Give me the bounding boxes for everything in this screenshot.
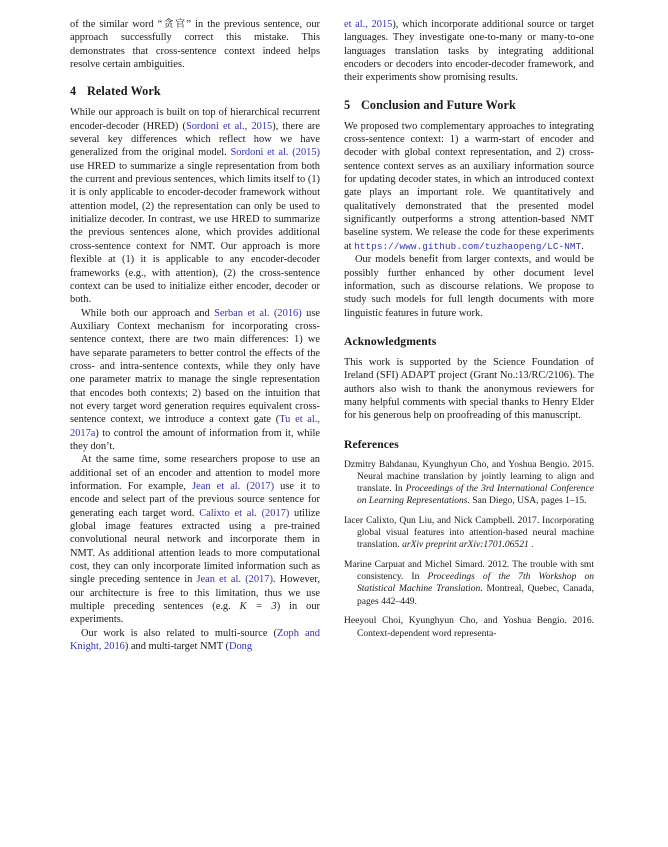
paragraph-acknowledgments: This work is supported by the Science Foundation of Ireland (SFI) ADAPT project (Grant No.:13/RC/2106). The authors also wish to thank the anonymous reviewers for many helpful comments with special thanks to Henry Elder for his generous help on proofreading of this manuscript. (344, 356, 594, 422)
reference-venue: Proceedings of the 7th Workshop on Statistical Machine Translation (357, 571, 594, 595)
paragraph-continued-top-right (344, 18, 594, 85)
text-run: Our work is also related to multi-source ( (81, 627, 277, 639)
two-column-layout (70, 18, 612, 837)
citation-link[interactable]: Jean et al. (2017) (192, 481, 275, 492)
text-run: While our approach is built on top of hierarchical recurrent encoder-decoder (HRED) ( (70, 107, 320, 132)
code-repository-url[interactable]: https://www.github.com/tuzhaopeng/LC-NMT (354, 240, 582, 252)
reference-venue: arXiv preprint arXiv:1701.06521 (402, 539, 529, 551)
paragraph-related-work-3 (70, 453, 320, 626)
text-run: of the similar word “ (70, 19, 163, 30)
paragraph-related-work-1 (70, 106, 320, 306)
text-run: use Auxiliary Context mechanism for incorporating cross-sentence context, there are two main differences: 1) we have separate parameters to better control the effects of the cross- and intra-sentence contexts, while they only have one parameter matrix to manage the single representation that encodes both contexts; 2) based on the intuition that not every target word generation requires equivalent cross-sentence context, we introduce a context gate ( (70, 307, 321, 426)
section-title: Related Work (87, 84, 161, 99)
text-run: use it to encode and select part of the previous source sentence for generating each target word. (70, 481, 320, 519)
reference-text: Dzmitry Bahdanau, Kyunghyun Cho, and Yoshua Bengio. 2015. Neural machine translation by jointly learning to align and translate. In (344, 458, 594, 494)
citation-link[interactable]: Jean et al. (2017) (196, 574, 273, 586)
text-run: We proposed two complementary approaches to integrating cross-sentence context: 1) a warm-start of encoder and decoder with global context representation, and 2) cross-sentence context serves as an auxiliary information source for updating decoder states, in which an introduced context gate plays an important role. We quantitatively and qualitatively demonstrated that the presented model significantly outperforms a strong attention-based NMT baseline system. We release the code for these experiments at (344, 120, 594, 252)
text-run: ), there are several key differences which reflect how we have generalized from the original model. (70, 120, 320, 159)
citation-link[interactable]: Zoph and Knight, 2016 (70, 627, 320, 653)
paragraph-related-work-4 (70, 627, 320, 654)
math-expression: K = 3 (239, 601, 277, 613)
citation-link[interactable]: et al., 2015 (344, 19, 393, 30)
chinese-term: 贪官 (162, 19, 187, 30)
reference-entry (344, 459, 594, 508)
paragraph-conclusion-1 (344, 120, 594, 253)
section-number: 5 (344, 97, 351, 112)
text-run: . (581, 240, 584, 252)
left-column (70, 18, 320, 837)
text-run: ) to control the amount of information from it, while they don’t. (70, 427, 320, 452)
reference-entry (344, 515, 594, 552)
citation-link[interactable]: Tu et al., 2017a (70, 414, 320, 439)
citation-link[interactable]: Calixto et al. (2017) (199, 507, 290, 519)
text-run: . However, our architecture is free to this limitation, thus we use multiple preceding sentences (e.g. (70, 574, 320, 613)
text-run: use HRED to summarize a single representation from both the current and previous sentences, which limits itself to (1) it is only applicable to encoder-decoder framework without attention model, (2) the representation can only be used to initialize decoder. In contrast, we use HRED to summarize the previous sentences alone, which provides additional cross-sentence context for NMT. Our approach is more flexible at (1) it is applicable to any encoder-decoder frameworks (e.g., with attention), (2) the cross-sentence context can be used to initialize either encoder, decoder or both. (70, 160, 320, 306)
reference-entry (344, 615, 594, 639)
section-number: 4 (70, 84, 77, 99)
text-run: While both our approach and (81, 307, 215, 319)
reference-text: . San Diego, USA, pages 1–15. (467, 495, 587, 507)
citation-link[interactable]: Sordoni et al. (2015) (230, 147, 321, 159)
paragraph-conclusion-2: Our models benefit from larger contexts, and would be possibly further enhanced by other document level information, such as discourse relations. We propose to study such models for full length documents with more linguistic features in future work. (344, 254, 594, 319)
section-title: References (344, 437, 399, 451)
text-run: ) and multi-target NMT ( (124, 641, 229, 653)
references-list (344, 459, 594, 640)
text-run: ), which incorporate additional source or target languages. They investigate one-to-many or many-to-one languages translation tasks by integrating additional encoders or decoders into encoder-decoder framework, and their experiments show promising results. (344, 19, 594, 84)
section-heading-references (344, 437, 594, 452)
reference-text: Marine Carpuat and Michel Simard. 2012. The trouble with smt consistency. In (344, 559, 594, 583)
paragraph-related-work-2 (70, 307, 320, 454)
reference-venue: Proceedings of the 3rd International Conference on Learning Representations (357, 483, 594, 507)
citation-link[interactable]: Dong (228, 641, 253, 653)
reference-entry (344, 559, 594, 608)
paragraph-continued-top (70, 18, 320, 71)
section-title: Conclusion and Future Work (361, 97, 516, 112)
reference-text: Iacer Calixto, Qun Liu, and Nick Campbell. 2017. Incorporating global visual features into attention-based neural machine translation. (344, 514, 594, 551)
section-heading-acknowledgments (344, 334, 594, 349)
reference-text: Heeyoul Choi, Kyunghyun Cho, and Yoshua Bengio. 2016. Context-dependent word representa- (344, 615, 594, 639)
citation-link[interactable]: Sordoni et al., 2015 (185, 120, 273, 132)
reference-text: . (528, 539, 534, 551)
section-heading-conclusion (344, 98, 594, 113)
text-run: utilize global image features extracted using a pre-trained convolutional neural network and incorporate them in NMT. As additional attention leads to more computational cost, they can only incorporate limited information such as single preceding sentence in (70, 507, 320, 586)
section-title: Acknowledgments (344, 334, 437, 348)
text-run: ) in our experiments. (70, 601, 321, 626)
text-run: ” in the previous sentence, our approach successfully correct this mistake. This demonstrates that cross-sentence context indeed helps resolve certain ambiguities. (70, 19, 320, 71)
reference-text: . Montreal, Quebec, Canada, pages 442–449. (357, 583, 594, 607)
section-heading-related-work (70, 84, 320, 99)
right-column (344, 18, 594, 837)
text-run: At the same time, some researchers propose to use an additional set of an encoder and attention to model more information. For example, (70, 454, 320, 492)
citation-link[interactable]: Serban et al. (2016) (214, 307, 302, 319)
